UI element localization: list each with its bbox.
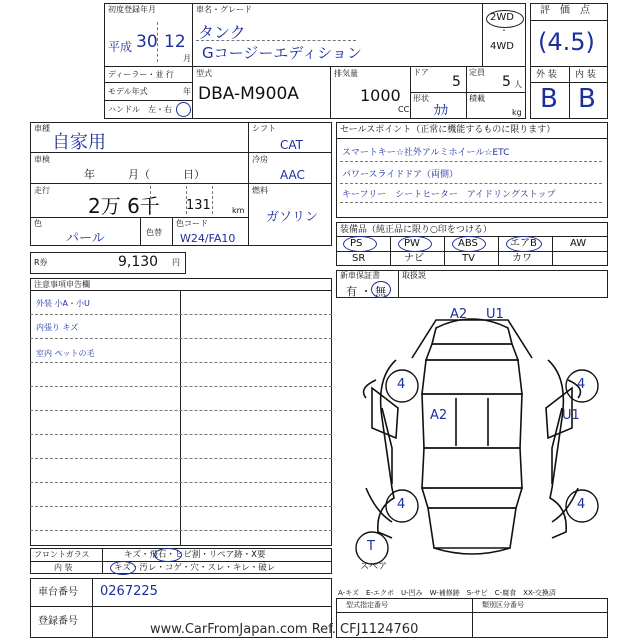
wheel-fl-value: 4 <box>397 377 406 392</box>
score-label: 評 価 点 <box>540 5 590 16</box>
car-grade: Gコージーエディション <box>202 44 362 62</box>
recycle-section <box>30 252 186 274</box>
year-unit: 年 <box>183 87 191 96</box>
chassis-value: 0267225 <box>100 584 158 599</box>
color-code: W24/FA10 <box>180 232 236 245</box>
sales-point-line-1: スマートキー☆社外アルミホイール☆ETC <box>342 148 510 158</box>
equip-pw: PW <box>404 238 420 249</box>
pw-circle <box>398 236 432 252</box>
color-label: 色 <box>34 219 42 228</box>
form-label-2: 類別区分番号 <box>482 601 524 609</box>
inspection-value: 年 月（ 日） <box>84 168 205 181</box>
exterior-grade: B <box>540 84 558 114</box>
shift-value: CAT <box>280 138 303 152</box>
model-year-label: モデル年式 <box>108 87 148 96</box>
shift-label: シフト <box>252 124 276 133</box>
interior-cond-label: 内 装 <box>54 563 73 572</box>
equip-abs: ABS <box>458 238 478 249</box>
warranty-none-circle <box>371 281 391 298</box>
drive-4wd: 4WD <box>490 41 514 52</box>
equip-ps: PS <box>350 238 363 249</box>
equip-airbag: エアB <box>510 238 537 249</box>
note-line-3: 室内 ペットの毛 <box>36 349 95 358</box>
equipment-title: 装備品（純正品に限り○印をつける） <box>340 225 492 235</box>
notes-label: 注意事項申告欄 <box>34 280 90 289</box>
displacement-label: 排気量 <box>334 69 358 78</box>
abs-circle <box>452 236 486 252</box>
interior-label: 内 装 <box>575 70 596 80</box>
km-unit: km <box>232 206 245 215</box>
yen-unit: 円 <box>172 258 180 267</box>
ps-circle <box>343 236 377 252</box>
spare-letter: T <box>367 539 375 554</box>
doors: 5 <box>452 74 461 90</box>
first-reg-year: 30 <box>136 32 158 52</box>
sales-point-line-3: キーフリー シートヒーター アイドリングストップ <box>342 190 556 200</box>
color-change-label: 色替 <box>146 228 162 237</box>
wheel-rl-value: 4 <box>397 497 406 512</box>
airbag-circle <box>506 236 542 252</box>
exterior-label: 外 装 <box>536 70 557 80</box>
dmg-u1-top: U1 <box>486 307 504 322</box>
sales-points-title: セールスポイント（正常に機能するものに限ります） <box>340 125 556 135</box>
dmg-a2-top: A2 <box>450 307 468 322</box>
warranty-value: 有 ・ 無 <box>346 285 386 298</box>
displacement: 1000 <box>360 86 401 105</box>
equip-navi: ナビ <box>404 253 424 264</box>
vehicle-type-label: 車種 <box>34 124 50 133</box>
score: (4.5) <box>538 28 595 56</box>
drive-2wd: 2WD <box>490 12 514 23</box>
mileage-label: 走行 <box>34 186 50 195</box>
car-name-label: 車名・グレード <box>196 5 252 14</box>
equip-leather: カワ <box>512 253 532 264</box>
capacity: 5 <box>502 74 511 90</box>
ac-value: AAC <box>280 168 305 182</box>
first-reg-month: 12 <box>164 32 186 52</box>
color-code-label: 色コード <box>176 219 208 228</box>
sales-point-line-2: パワースライドドア（両側） <box>342 170 459 180</box>
front-glass-label: フロントガラス <box>34 550 90 559</box>
equip-aw: AW <box>570 238 587 249</box>
interior-cond-value: キズ・汚レ・コゲ・穴・スレ・キレ・破レ <box>114 563 276 573</box>
damage-legend: A-キズ E-エクボ U-凹み W-補修跡 S-サビ C-腐食 XX-交換済 <box>338 589 556 597</box>
note-line-1: 外装 小A・小U <box>36 299 90 308</box>
person-unit: 人 <box>514 80 522 89</box>
dmg-a2-side: A2 <box>430 408 448 423</box>
handle-right-circle <box>176 102 191 117</box>
color-value: パール <box>66 231 105 246</box>
wheel-rr-value: 4 <box>577 497 586 512</box>
shape-label: 形状 <box>413 94 429 103</box>
first-reg-era: 平成 <box>108 40 133 54</box>
interior-grade: B <box>578 84 596 114</box>
inspection-label: 車検 <box>34 155 50 164</box>
first-reg-label: 初度登録年月 <box>108 5 156 14</box>
mileage-main: 2万 6千 <box>88 194 160 218</box>
spare-label: スペア <box>360 562 388 572</box>
front-glass-value: キズ・飛石・ヒビ割・リペア跡・X要 <box>124 550 266 560</box>
month-unit: 月 <box>183 54 191 63</box>
recycle-value: 9,130 <box>118 254 159 270</box>
note-line-2: 内張り キズ <box>36 323 79 332</box>
scratch-circle <box>110 561 136 575</box>
shape: ｶｶ <box>434 103 448 119</box>
kg-unit: kg <box>512 108 522 117</box>
chip-circle <box>154 548 182 562</box>
reg-label: 登録番号 <box>38 616 78 627</box>
load-label: 積載 <box>469 94 485 103</box>
form-label-1: 型式指定番号 <box>346 601 388 609</box>
warranty-label: 新車保証書 <box>340 271 380 280</box>
mileage-sub: 131 <box>186 198 211 213</box>
dealer-label: ディーラー・並 行 <box>108 70 174 79</box>
recycle-label: R券 <box>34 258 48 267</box>
drive-dot: ・ <box>500 26 508 35</box>
fuel-value: ガソリン <box>266 210 319 225</box>
car-damage-diagram <box>336 298 608 582</box>
chassis-label: 車台番号 <box>38 587 78 598</box>
door-label: ドア <box>413 68 429 77</box>
wheel-fr-value: 4 <box>577 377 586 392</box>
handle-label: ハンドル 左・右 <box>108 105 172 114</box>
car-name: タンク <box>198 23 246 42</box>
equip-tv: TV <box>462 253 475 264</box>
watermark: www.CarFromJapan.com Ref. CFJ1124760 <box>150 622 419 637</box>
vehicle-type-value: 自家用 <box>52 132 106 153</box>
capacity-label: 定員 <box>469 68 485 77</box>
model-code: DBA-M900A <box>198 84 299 104</box>
cc-unit: CC <box>398 105 410 114</box>
manual-label: 取扱説 <box>402 271 426 280</box>
dmg-u1-side: U1 <box>562 408 580 423</box>
ac-label: 冷房 <box>252 155 268 164</box>
equip-sr: SR <box>352 253 366 264</box>
type-label: 型式 <box>196 69 212 78</box>
fuel-label: 燃料 <box>252 186 268 195</box>
